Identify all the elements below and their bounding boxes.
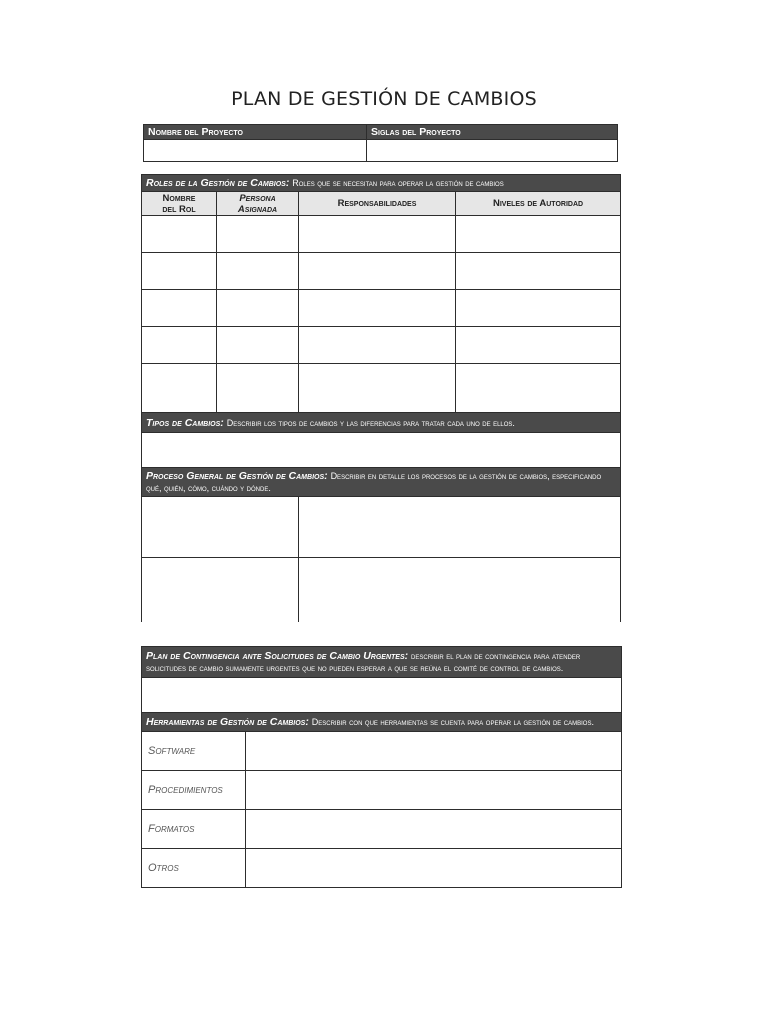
tool-value-procedures[interactable] [246,771,622,810]
general-process-title: Proceso General de Gestión de Cambios: [146,470,328,482]
authority-level-cell[interactable] [456,327,621,364]
authority-level-cell[interactable] [456,364,621,413]
process-cell[interactable] [299,558,621,623]
assigned-person-cell[interactable] [217,327,299,364]
tools-title: Herramientas de Gestión de Cambios: [146,716,309,728]
project-info-table [143,124,618,162]
responsibilities-cell[interactable] [299,327,456,364]
tool-row [142,849,622,888]
contingency-header [142,647,622,678]
tool-row [142,732,622,771]
responsibilities-cell[interactable] [299,253,456,290]
assigned-person-cell[interactable] [217,216,299,253]
change-types-header [142,413,621,433]
roles-section-header [142,175,621,192]
tool-value-software[interactable] [246,732,622,771]
assigned-person-cell[interactable] [217,253,299,290]
contingency-field[interactable] [142,678,622,713]
column-assigned-person [217,192,299,216]
tools-description: Describir con que herramientas se cuenta para operar la gestión de cambios. [311,717,594,727]
column-authority-levels: Niveles de Autoridad [456,192,621,216]
role-row [142,216,621,253]
role-name-cell[interactable] [142,290,217,327]
change-management-table [141,174,621,622]
process-cell[interactable] [299,497,621,558]
authority-level-cell[interactable] [456,253,621,290]
assigned-person-cell[interactable] [217,364,299,413]
role-row [142,364,621,413]
roles-section-description: Roles que se necesitan para operar la gestión de cambios [292,178,504,188]
tool-label-others: Otros [142,849,246,888]
role-name-cell[interactable] [142,364,217,413]
responsibilities-cell[interactable] [299,216,456,253]
contingency-description: describir el plan de contingencia para atender solicitudes de cambio sumamente urgentes que no pueden esperar a que se reúna el comité de control de cambios. [146,651,581,673]
column-role-name [142,192,217,216]
tool-row [142,810,622,849]
role-name-cell[interactable] [142,253,217,290]
column-assigned-person-line1: Persona [239,192,276,204]
role-row [142,290,621,327]
tool-label-software: Software [142,732,246,771]
project-acronym-field[interactable] [367,140,618,162]
assigned-person-cell[interactable] [217,290,299,327]
general-process-header [142,468,621,497]
column-role-name-line1: Nombre [162,192,196,204]
process-cell[interactable] [142,497,299,558]
project-acronym-header: Siglas del Proyecto [367,125,618,140]
tool-label-procedures: Procedimientos [142,771,246,810]
role-name-cell[interactable] [142,216,217,253]
change-types-title: Tipos de Cambios: [146,416,224,429]
general-process-description: Describir en detalle los procesos de la gestión de cambios, especificando qué, quién, cómo, cuándo y dónde. [146,471,602,493]
column-assigned-person-line2: Asignada [237,203,278,215]
responsibilities-cell[interactable] [299,364,456,413]
tool-value-others[interactable] [246,849,622,888]
role-row [142,253,621,290]
role-row [142,327,621,364]
contingency-table [141,646,622,888]
authority-level-cell[interactable] [456,216,621,253]
process-cell[interactable] [142,558,299,623]
responsibilities-cell[interactable] [299,290,456,327]
tool-row [142,771,622,810]
tool-value-formats[interactable] [246,810,622,849]
project-name-field[interactable] [144,140,367,162]
tools-header [142,713,622,732]
change-types-description: Describir los tipos de cambios y las diferencias para tratar cada uno de ellos. [226,417,515,428]
roles-section-title: Roles de la Gestión de Cambios: [146,177,290,189]
authority-level-cell[interactable] [456,290,621,327]
role-name-cell[interactable] [142,327,217,364]
change-types-field[interactable] [142,433,621,468]
page-title: PLAN DE GESTIÓN DE CAMBIOS [231,88,537,110]
column-responsibilities: Responsabilidades [299,192,456,216]
project-name-header: Nombre del Proyecto [144,125,367,140]
tool-label-formats: Formatos [142,810,246,849]
contingency-title: Plan de Contingencia ante Solicitudes de Cambio Urgentes: [146,650,409,662]
column-role-name-line2: del Rol [162,203,196,215]
